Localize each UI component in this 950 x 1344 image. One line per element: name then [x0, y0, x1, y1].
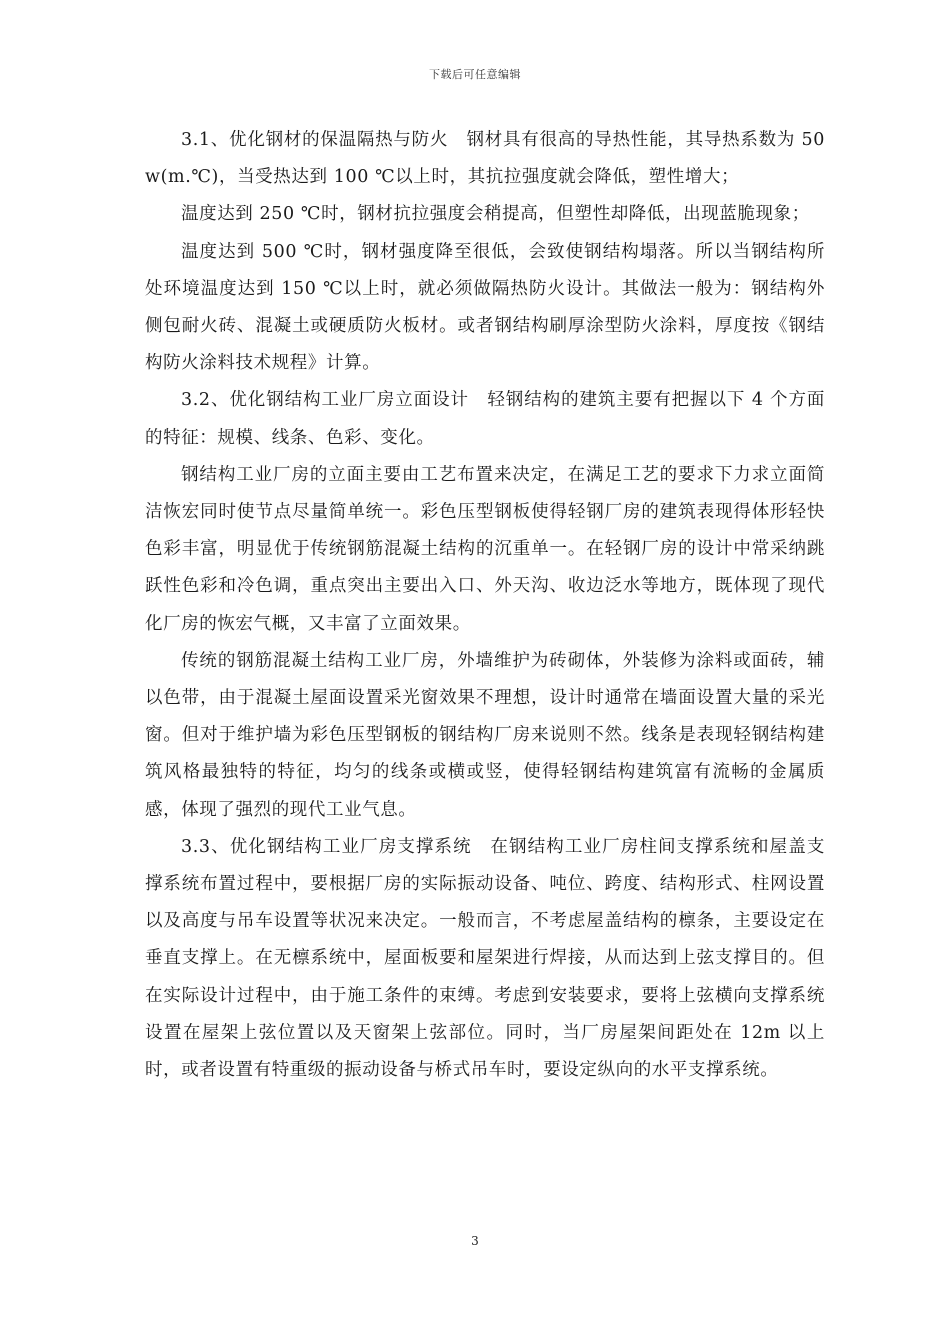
paragraph-500c: 温度达到 500 ℃时，钢材强度降至很低，会致使钢结构塌落。所以当钢结构所处环境温度达到 150 ℃以上时，就必须做隔热防火设计。其做法一般为：钢结构外侧包耐火砖、混凝土或硬质防火板材。或者钢结构刷厚涂型防火涂料，厚度按《钢结构防火涂料技术规程》计算。 [145, 241, 825, 374]
paragraph-3-2: 3.2、优化钢结构工业厂房立面设计 轻钢结构的建筑主要有把握以下 4 个方面的特征：规模、线条、色彩、变化。 [145, 390, 825, 448]
document-body [145, 122, 825, 1089]
paragraph-3-3: 3.3、优化钢结构工业厂房支撑系统 在钢结构工业厂房柱间支撑系统和屋盖支撑系统布置过程中，要根据厂房的实际振动设备、吨位、跨度、结构形式、柱网设置以及高度与吊车设置等状况来决定。一般而言，不考虑屋盖结构的檩条，主要设定在垂直支撑上。在无檩系统中，屋面板要和屋架进行焊接，从而达到上弦支撑目的。但在实际设计过程中，由于施工条件的束缚。考虑到安装要求，要将上弦横向支撑系统设置在屋架上弦位置以及天窗架上弦部位。同时，当厂房屋架间距处在 12m 以上时，或者设置有特重级的振动设备与桥式吊车时，要设定纵向的水平支撑系统。 [145, 836, 825, 1081]
paragraph-3-1: 3.1、优化钢材的保温隔热与防火 钢材具有很高的导热性能，其导热系数为 50 w(m.℃)，当受热达到 100 ℃以上时，其抗拉强度就会降低，塑性增大； [145, 130, 825, 188]
paragraph-facade: 钢结构工业厂房的立面主要由工艺布置来决定，在满足工艺的要求下力求立面简洁恢宏同时使节点尽量简单统一。彩色压型钢板使得轻钢厂房的建筑表现得体形轻快色彩丰富，明显优于传统钢筋混凝土结构的沉重单一。在轻钢厂房的设计中常采纳跳跃性色彩和冷色调，重点突出主要出入口、外天沟、收边泛水等地方，既体现了现代化厂房的恢宏气概，又丰富了立面效果。 [145, 464, 825, 634]
page-number: 3 [471, 1234, 479, 1248]
page-header: 下载后可任意编辑 [429, 68, 521, 81]
paragraph-traditional: 传统的钢筋混凝土结构工业厂房，外墙维护为砖砌体，外装修为涂料或面砖，辅以色带，由于混凝土屋面设置采光窗效果不理想，设计时通常在墙面设置大量的采光窗。但对于维护墙为彩色压型钢板的钢结构厂房来说则不然。线条是表现轻钢结构建筑风格最独特的特征，均匀的线条或横或竖，使得轻钢结构建筑富有流畅的金属质感，体现了强烈的现代工业气息。 [145, 650, 825, 820]
paragraph-250c: 温度达到 250 ℃时，钢材抗拉强度会稍提高，但塑性却降低，出现蓝脆现象； [181, 204, 810, 225]
